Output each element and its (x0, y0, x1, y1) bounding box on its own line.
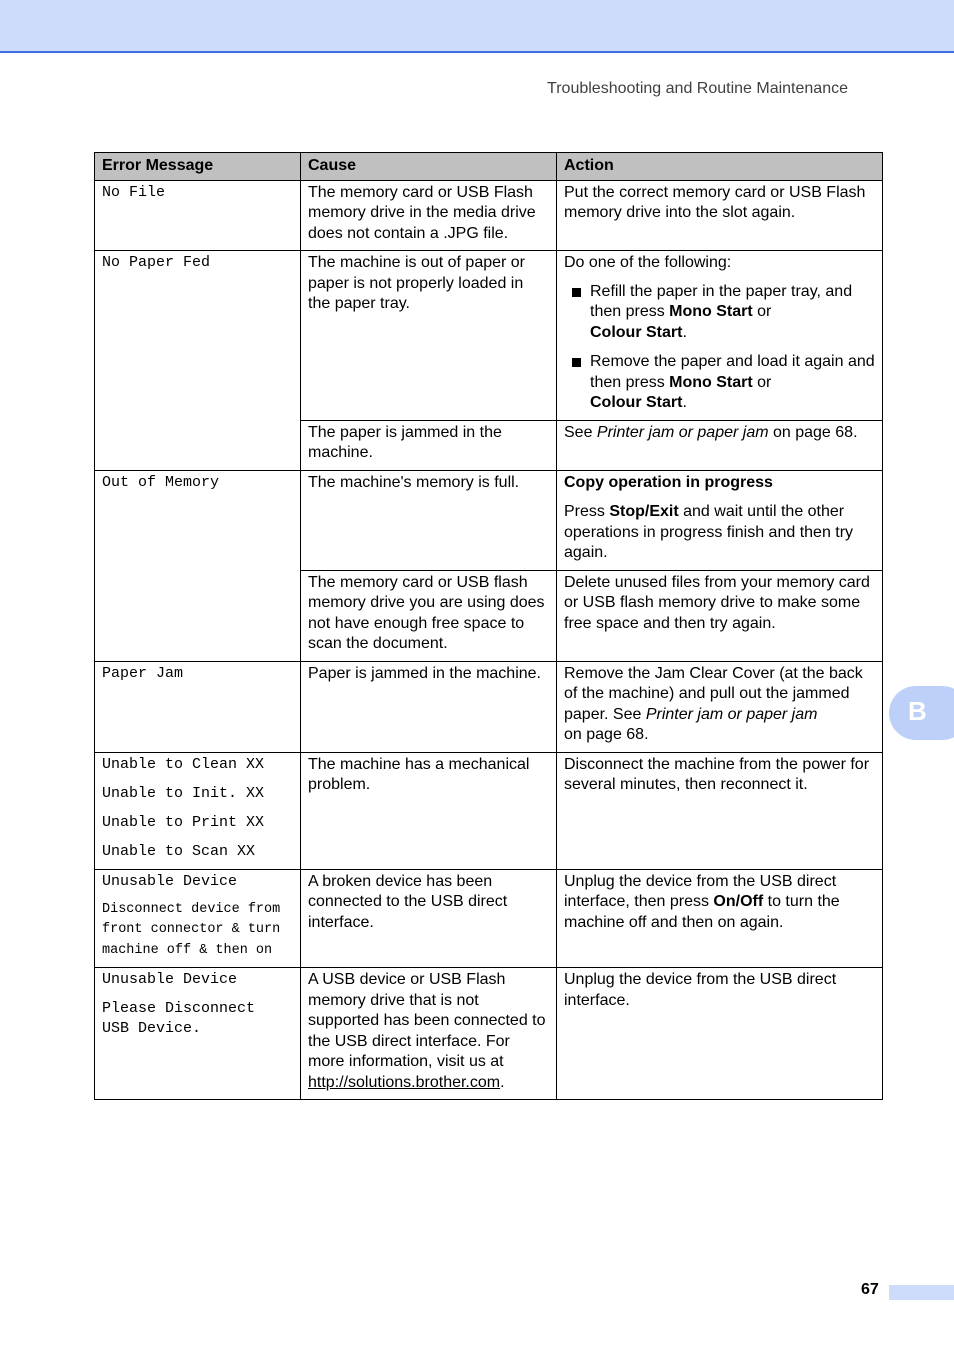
list-item-text: or (752, 373, 772, 391)
error-message-cell (95, 869, 301, 968)
section-title: Troubleshooting and Routine Maintenance (547, 80, 848, 97)
action-intro: Do one of the following: (564, 254, 732, 271)
list-item-text: . (682, 394, 687, 411)
col-header-cause: Cause (301, 153, 557, 181)
table-row (95, 661, 883, 752)
action-cell: Disconnect the machine from the power for several minutes, then reconnect it. (557, 752, 883, 869)
spacer (102, 892, 293, 900)
error-message-cell (95, 470, 301, 661)
error-message: No File (102, 183, 166, 201)
action-cell (557, 420, 883, 470)
error-message: Paper Jam (102, 664, 184, 682)
error-message: Unable to Clean XX (102, 755, 265, 773)
error-message-cell (95, 661, 301, 752)
table-row (95, 752, 883, 869)
cause-text: . (500, 1073, 505, 1091)
cause-cell: The memory card or USB Flash memory drive in the media drive does not contain a .JPG file. (301, 180, 557, 251)
error-submessage: Please Disconnect (102, 1000, 256, 1017)
mono-start-key: Mono Start (669, 373, 753, 391)
table-row (95, 470, 883, 570)
action-cell (557, 251, 883, 421)
action-text: on page 68. (564, 726, 649, 743)
table-header-row (95, 153, 883, 181)
colour-start-key: Colour Start (590, 323, 683, 341)
cause-cell: The machine has a mechanical problem. (301, 752, 557, 869)
action-cell: Put the correct memory card or USB Flash memory drive into the slot again. (557, 180, 883, 251)
spacer (102, 775, 293, 784)
cause-cell: A broken device has been connected to the USB direct interface. (301, 869, 557, 968)
error-message: Unusable Device (102, 971, 238, 988)
error-message: No Paper Fed (102, 254, 211, 271)
error-submessage: Disconnect device from (102, 901, 281, 917)
on-off-key: On/Off (713, 893, 764, 910)
error-message-cell (95, 752, 301, 869)
error-message-cell (95, 180, 301, 251)
action-text: Press (564, 503, 610, 520)
error-submessage: USB Device. (102, 1020, 202, 1037)
error-message: Unable to Print XX (102, 813, 265, 831)
appendix-letter: B (908, 696, 927, 726)
list-item-text: . (682, 323, 687, 341)
solutions-link[interactable]: http://solutions.brother.com (308, 1073, 501, 1091)
cause-text: A USB device or USB Flash memory drive that is not supported has been connected to the USB direct interface. For more information, visit us at (308, 971, 546, 1070)
action-text: on page 68. (768, 423, 858, 441)
error-message-cell (95, 968, 301, 1100)
error-message: Unusable Device (102, 872, 238, 890)
action-text: to turn the machine off and then on again. (564, 893, 840, 931)
list-item-text: or (752, 303, 772, 320)
error-submessage: machine off & then on (102, 942, 273, 958)
mono-start-key: Mono Start (669, 303, 753, 320)
action-cell (557, 869, 883, 968)
action-cell (557, 661, 883, 752)
error-table (94, 152, 883, 1100)
cause-cell: The memory card or USB flash memory drive you are using does not have enough free space to scan the document. (301, 570, 557, 661)
header-band (0, 0, 954, 53)
appendix-tab (889, 686, 954, 740)
error-submessage: front connector & turn (102, 922, 281, 937)
action-cell: Delete unused files from your memory card or USB flash memory drive to make some free space and then try again. (557, 570, 883, 661)
list-item (564, 352, 875, 414)
col-header-error-message: Error Message (95, 153, 301, 181)
error-message: Out of Memory (102, 473, 220, 491)
error-message-cell (95, 251, 301, 471)
list-item (564, 282, 875, 344)
action-text (564, 502, 875, 564)
cross-reference: Printer jam or paper jam (645, 705, 818, 723)
cause-cell: The paper is jammed in the machine. (301, 420, 557, 470)
table-row (95, 180, 883, 251)
action-text: Unplug the device from the USB direct interface, then press (564, 872, 837, 910)
spacer (102, 804, 293, 813)
spacer (102, 833, 293, 842)
cause-cell: The machine is out of paper or paper is not properly loaded in the paper tray. (301, 251, 557, 421)
col-header-action: Action (557, 153, 883, 181)
list-item-text: Refill the paper in the paper tray, and then press (590, 282, 853, 320)
spacer (564, 493, 875, 502)
action-heading: Copy operation in progress (564, 473, 773, 491)
colour-start-key: Colour Start (590, 394, 683, 411)
stop-exit-key: Stop/Exit (609, 503, 679, 520)
table-row (95, 251, 883, 421)
cause-cell: Paper is jammed in the machine. (301, 661, 557, 752)
spacer (102, 990, 293, 999)
page-number: 67 (861, 1281, 879, 1298)
action-text: See (564, 423, 597, 441)
error-message: Unable to Scan XX (102, 842, 256, 860)
list-item-text: Remove the paper and load it again and then press (590, 353, 875, 391)
action-list (564, 282, 875, 414)
action-text: and wait until the other operations in progress finish and then try again. (564, 503, 854, 561)
page-number-bar (889, 1285, 954, 1300)
action-text: Remove the Jam Clear Cover (at the back of the machine) and pull out the jammed paper. See (564, 664, 863, 723)
table-row (95, 968, 883, 1100)
cause-cell: The machine's memory is full. (301, 470, 557, 570)
error-message: Unable to Init. XX (102, 784, 265, 802)
table-row (95, 869, 883, 968)
action-cell: Unplug the device from the USB direct interface. (557, 968, 883, 1100)
action-cell (557, 470, 883, 570)
cross-reference: Printer jam or paper jam (596, 423, 769, 441)
cause-cell (301, 968, 557, 1100)
